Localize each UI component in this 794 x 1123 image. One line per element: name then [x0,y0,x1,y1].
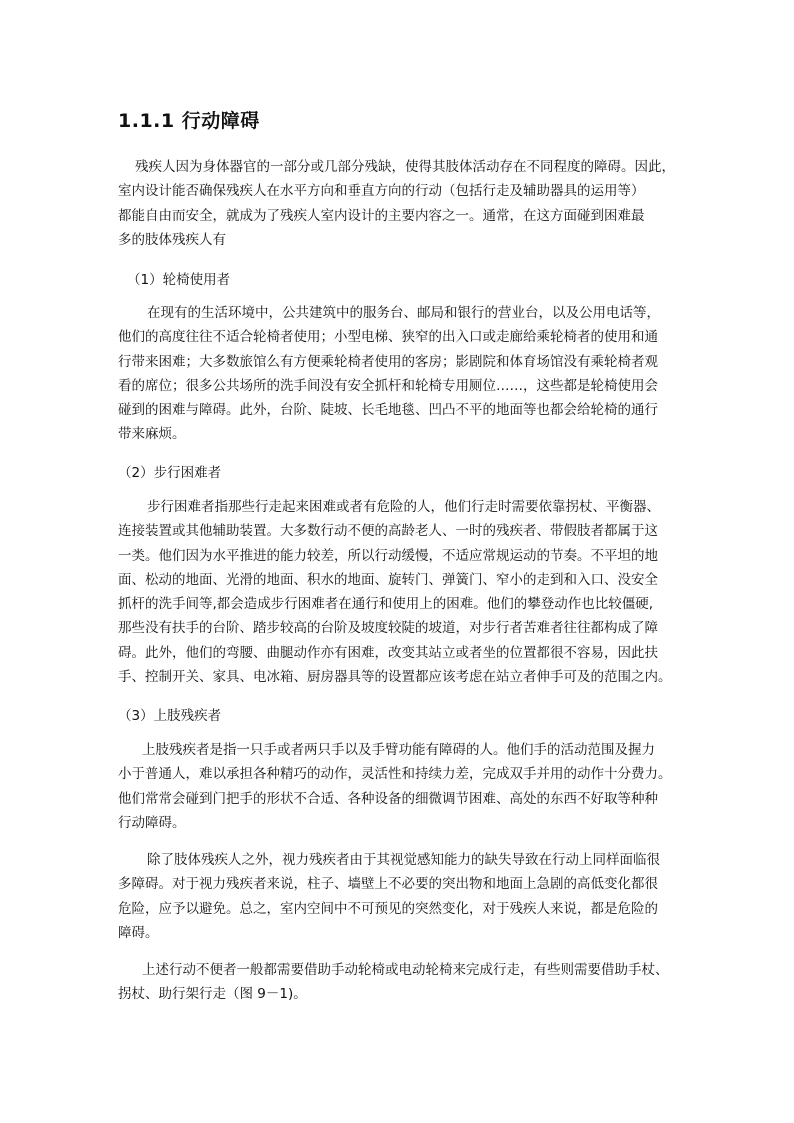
section-heading: 1.1.1 行动障碍 [118,110,260,132]
text-line: 碍。此外，他们的弯腰、曲腿动作亦有困难，改变其站立或者坐的位置都很不容易，因此扶 [118,644,658,661]
intro-paragraph [118,155,675,252]
text-line: 上述行动不便者一般都需要借助手动轮椅或电动轮椅来完成行走，有些则需要借助手杖、 [142,962,669,978]
text-line: 行带来困难；大多数旅馆么有方便乘轮椅者使用的客房；影剧院和体育场馆没有乘轮椅者观 [118,353,658,370]
upper-limb-paragraph [118,738,672,835]
text-line: 他们的高度往往不适合轮椅者使用；小型电梯、狭窄的出入口或走廊给乘轮椅者的使用和通 [118,329,658,346]
subheading-walking-difficulty: （2）步行困难者 [118,465,222,481]
text-line: 都能自由而安全，就成为了残疾人室内设计的主要内容之一。通常，在这方面碰到困难最 [118,207,645,224]
text-line: 那些没有扶手的台阶、踏步较高的台阶及坡度较陡的坡道，对步行者苦难者往往都构成了障 [118,620,658,637]
text-line: 碰到的困难与障碍。此外，台阶、陡坡、长毛地毯、凹凸不平的地面等也都会给轮椅的通行 [118,402,658,419]
text-line: 连接装置或其他辅助装置。大多数行动不便的高龄老人、一时的残疾者、带假肢者都属于这 [118,523,658,540]
text-line: 手、控制开关、家具、电冰箱、厨房器具等的设置都应该考虑在站立者伸手可及的范围之内。 [118,669,672,686]
text-line: 障碍。 [118,924,159,941]
subheading-upper-limb: （3）上肢残疾者 [118,708,222,724]
text-line: 上肢残疾者是指一只手或者两只手以及手臂功能有障碍的人。他们手的活动范围及握力 [142,742,655,758]
text-line: 看的席位；很多公共场所的洗手间没有安全抓杆和轮椅专用厕位……，这些都是轮椅使用会 [118,377,658,394]
text-line: 室内设计能否确保残疾人在水平方向和垂直方向的行动（包括行走及辅助器具的运用等） [118,183,645,200]
text-line: 他们常常会碰到门把手的形状不合适、各种设备的细微调节困难、高处的东西不好取等种种 [118,790,658,807]
walking-paragraph [118,495,672,689]
text-line: 危险，应予以避免。总之，室内空间中不可预见的突然变化，对于残疾人来说，都是危险的 [118,900,658,917]
text-line: 面、松动的地面、光滑的地面、积水的地面、旋转门、弹簧门、窄小的走到和入口、没安全 [118,571,658,588]
wheelchair-paragraph [118,301,660,447]
text-line: 拐杖、助行架行走（图 9－1)。 [118,986,307,1003]
text-line: 小于普通人，难以承担各种精巧的动作，灵活性和持续力差，完成双手并用的动作十分费力。 [118,766,672,783]
text-line: 残疾人因为身体器官的一部分或几部分残缺，使得其肢体活动存在不同程度的障碍。因此， [135,159,675,175]
text-line: 一类。他们因为水平推进的能力较差，所以行动缓慢，不适应常规运动的节奏。不平坦的地 [118,547,658,564]
text-line: 除了肢体残疾人之外，视力残疾者由于其视觉感知能力的缺失导致在行动上同样面临很 [147,852,660,868]
closing-paragraph [118,958,669,1007]
subheading-wheelchair-users: （1）轮椅使用者 [127,272,231,288]
text-line: 抓杆的洗手间等,都会造成步行困难者在通行和使用上的困难。他们的攀登动作也比较僵硬, [118,596,654,613]
text-line: 多障碍。对于视力残疾者来说，柱子、墙壁上不必要的突出物和地面上急剧的高低变化都很 [118,876,658,893]
text-line: 多的肢体残疾人有 [118,231,226,248]
visual-impairment-paragraph [118,848,660,945]
text-line: 行动障碍。 [118,814,186,831]
text-line: 带来麻烦。 [118,426,186,443]
text-line: 在现有的生活环境中，公共建筑中的服务台、邮局和银行的营业台，以及公用电话等， [147,305,660,321]
text-line: 步行困难者指那些行走起来困难或者有危险的人，他们行走时需要依靠拐杖、平衡器、 [147,499,660,515]
